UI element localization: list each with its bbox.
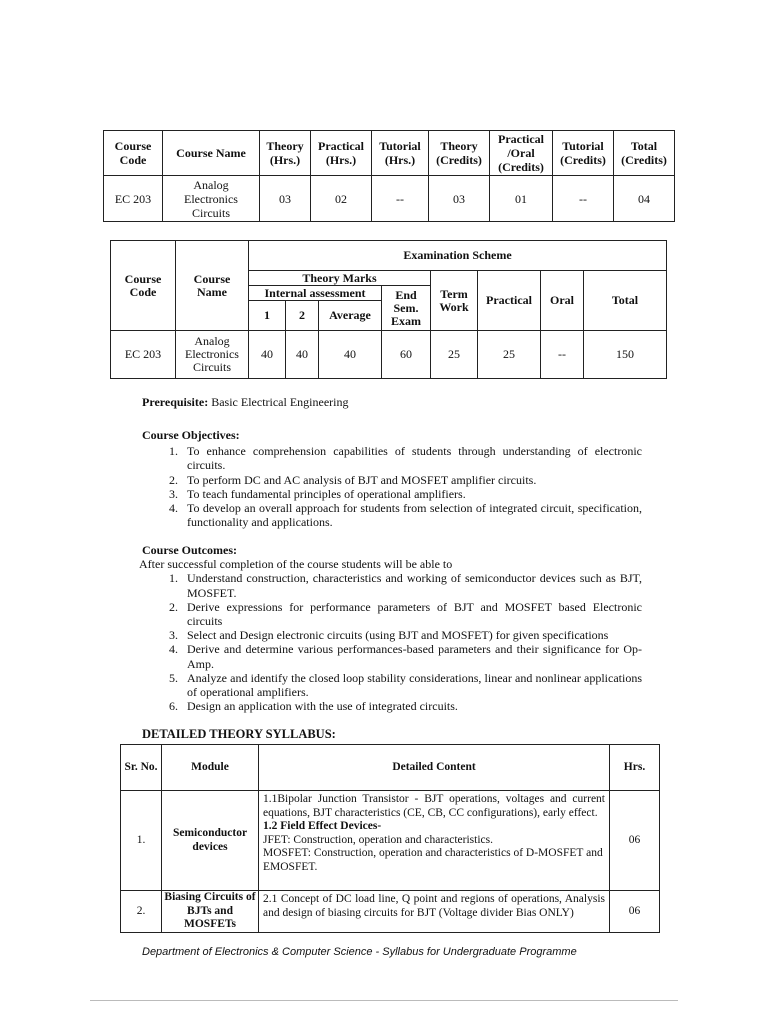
content-line: MOSFET: Construction, operation and characteristics of D-MOSFET and EMOSFET. xyxy=(263,847,603,873)
cell: 01 xyxy=(490,176,553,222)
course-name-header: Course Name xyxy=(176,241,249,331)
list-item: 1. To enhance comprehension capabilities of students through understanding of electronic circuits. xyxy=(181,444,642,472)
list-item: 2. To perform DC and AC analysis of BJT and MOSFET amplifier circuits. xyxy=(181,473,642,487)
table-row xyxy=(121,791,660,891)
list-item: 6. Design an application with the use of integrated circuits. xyxy=(181,699,642,713)
outcomes-intro: After successful completion of the course students will be able to xyxy=(139,557,453,572)
exam-scheme-header: Examination Scheme xyxy=(249,241,667,271)
prerequisite xyxy=(142,395,642,409)
exam-scheme-table xyxy=(110,240,667,379)
internal-assessment-header: Internal assessment xyxy=(249,286,382,301)
cell: -- xyxy=(553,176,614,222)
cell: Analog Electronics Circuits xyxy=(176,331,249,379)
practical-header: Practical xyxy=(478,271,541,331)
cell: 60 xyxy=(382,331,431,379)
syllabus-table xyxy=(120,744,660,933)
cell: 03 xyxy=(260,176,311,222)
header-cell: Detailed Content xyxy=(259,745,610,791)
objectives-list xyxy=(142,444,642,529)
cell: 40 xyxy=(286,331,319,379)
prerequisite-value: Basic Electrical Engineering xyxy=(211,395,349,409)
cell: -- xyxy=(541,331,584,379)
cell: 25 xyxy=(431,331,478,379)
list-item: 2. Derive expressions for performance parameters of BJT and MOSFET based Electronic circuits xyxy=(181,600,642,628)
header-cell: Course Name xyxy=(163,131,260,176)
module-cell: Semiconductor devices xyxy=(162,791,259,891)
module-cell: Biasing Circuits of BJTs and MOSFETs xyxy=(162,891,259,933)
course-code-header: Course Code xyxy=(111,241,176,331)
course-outcomes xyxy=(139,543,642,714)
credits-data-row xyxy=(104,176,675,222)
cell: 40 xyxy=(319,331,382,379)
footer-divider xyxy=(90,1000,678,1001)
prerequisite-label: Prerequisite: xyxy=(142,395,209,409)
cell: -- xyxy=(372,176,429,222)
hrs-cell: 06 xyxy=(610,891,660,933)
header-cell: Practical (Hrs.) xyxy=(311,131,372,176)
header-cell: Hrs. xyxy=(610,745,660,791)
cell: Analog Electronics Circuits xyxy=(163,176,260,222)
content-line: JFET: Construction, operation and characteristics. xyxy=(263,833,494,846)
header-cell: Theory (Credits) xyxy=(429,131,490,176)
cell: 150 xyxy=(584,331,667,379)
ia-col1-header: 1 xyxy=(249,301,286,331)
content-cell xyxy=(259,791,610,891)
oral-header: Oral xyxy=(541,271,584,331)
list-item: 5. Analyze and identify the closed loop stability considerations, linear and nonlinear applications of operational amplifiers. xyxy=(181,671,642,699)
hrs-cell: 06 xyxy=(610,791,660,891)
cell: EC 203 xyxy=(111,331,176,379)
sr-cell: 2. xyxy=(121,891,162,933)
cell: 03 xyxy=(429,176,490,222)
table-row xyxy=(121,891,660,933)
credits-header-row xyxy=(104,131,675,176)
theory-marks-header: Theory Marks xyxy=(249,271,431,286)
header-cell: Sr. No. xyxy=(121,745,162,791)
sr-cell: 1. xyxy=(121,791,162,891)
list-item: 3. Select and Design electronic circuits (using BJT and MOSFET) for given specifications xyxy=(181,628,642,642)
header-cell: Course Code xyxy=(104,131,163,176)
cell: 04 xyxy=(614,176,675,222)
content-line: 2.1 Concept of DC load line, Q point and regions of operations, Analysis and design of biasing circuits for BJT (Voltage divider Bias ONLY) xyxy=(263,893,605,919)
cell: EC 203 xyxy=(104,176,163,222)
header-cell: Theory (Hrs.) xyxy=(260,131,311,176)
page-footer: Department of Electronics & Computer Science - Syllabus for Undergraduate Programme xyxy=(142,946,577,958)
outcomes-heading: Course Outcomes: xyxy=(142,543,237,557)
content-cell xyxy=(259,891,610,933)
cell: 25 xyxy=(478,331,541,379)
header-cell: Module xyxy=(162,745,259,791)
term-work-header: Term Work xyxy=(431,271,478,331)
header-cell: Tutorial (Credits) xyxy=(553,131,614,176)
list-item: 1. Understand construction, characteristics and working of semiconductor devices such as BJT, MOSFET. xyxy=(181,571,642,599)
list-item: 4. Derive and determine various performances-based parameters and their significance for Op-Amp. xyxy=(181,642,642,670)
cell: 40 xyxy=(249,331,286,379)
header-cell: Total (Credits) xyxy=(614,131,675,176)
list-item: 4. To develop an overall approach for students from selection of integrated circuit, specification, functionality and applications. xyxy=(181,501,642,529)
end-sem-exam-header: End Sem. Exam xyxy=(382,286,431,331)
credits-table xyxy=(103,130,675,222)
exam-data-row xyxy=(111,331,667,379)
list-item: 3. To teach fundamental principles of operational amplifiers. xyxy=(181,487,642,501)
ia-col2-header: 2 xyxy=(286,301,319,331)
syllabus-heading: DETAILED THEORY SYLLABUS: xyxy=(142,727,336,741)
total-header: Total xyxy=(584,271,667,331)
content-line: 1.1Bipolar Junction Transistor - BJT operations, voltages and current equations, BJT characteristics (CE, CB, CC configurations), early effect. xyxy=(263,793,605,819)
header-cell: Practical /Oral (Credits) xyxy=(490,131,553,176)
content-line: 1.2 Field Effect Devices- xyxy=(263,820,382,832)
ia-average-header: Average xyxy=(319,301,382,331)
header-cell: Tutorial (Hrs.) xyxy=(372,131,429,176)
outcomes-list xyxy=(142,571,642,713)
cell: 02 xyxy=(311,176,372,222)
objectives-heading: Course Objectives: xyxy=(142,428,240,442)
course-objectives xyxy=(142,428,642,529)
syllabus-header-row xyxy=(121,745,660,791)
